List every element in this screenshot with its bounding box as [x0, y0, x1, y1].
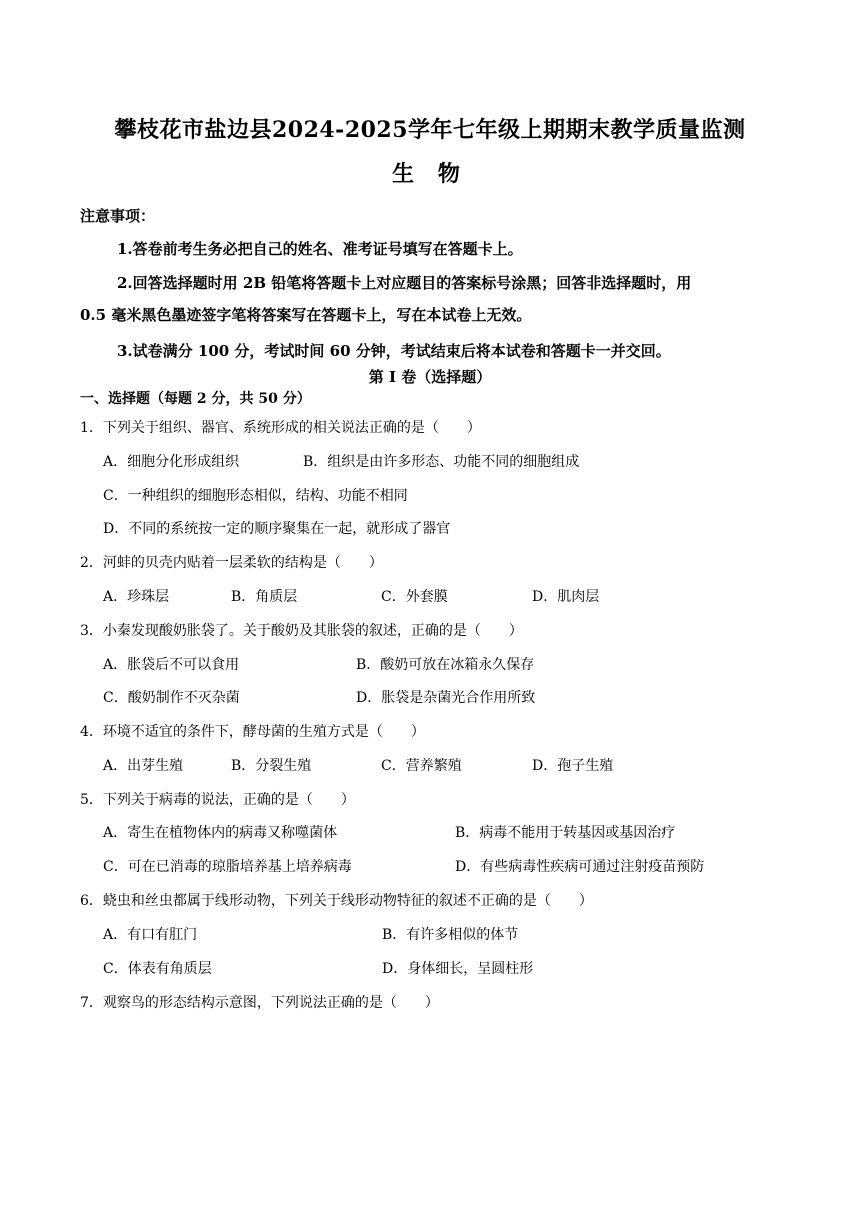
notice-item-2-line-2: 0.5 毫米黑色墨迹签字笔将答案写在答题卡上，写在本试卷上无效。 — [80, 306, 532, 324]
subject-title: 生 物 — [392, 161, 468, 187]
question-1-option-d: D．不同的系统按一定的顺序聚集在一起，就形成了器官 — [103, 521, 451, 537]
question-6-stem: 6．蛲虫和丝虫都属于线形动物，下列关于线形动物特征的叙述不正确的是（ ） — [80, 893, 593, 909]
question-6-option-d: D．身体细长，呈圆柱形 — [382, 961, 534, 977]
question-1-option-b: B．组织是由许多形态、功能不同的细胞组成 — [303, 454, 580, 470]
notice-heading: 注意事项： — [80, 207, 156, 225]
question-6-option-c: C．体表有角质层 — [103, 961, 212, 977]
question-2-option-d: D．肌肉层 — [532, 589, 600, 605]
part-one-heading: 第 I 卷（选择题） — [368, 368, 492, 386]
question-2-option-a: A．珍珠层 — [103, 589, 170, 605]
notice-item-2-line-1: 2.回答选择题时用 2B 铅笔将答题卡上对应题目的答案标号涂黑；回答非选择题时，用 — [117, 274, 692, 292]
question-4-option-b: B．分裂生殖 — [231, 758, 312, 774]
exam-title: 攀枝花市盐边县2024-2025学年七年级上期期末教学质量监测 — [114, 117, 746, 143]
question-3-option-b: B．酸奶可放在冰箱永久保存 — [356, 657, 535, 673]
question-5-stem: 5．下列关于病毒的说法，正确的是（ ） — [80, 792, 355, 808]
question-3-option-c: C．酸奶制作不灭杂菌 — [103, 690, 240, 706]
question-4-option-c: C．营养繁殖 — [381, 758, 462, 774]
notice-item-3: 3.试卷满分 100 分，考试时间 60 分钟，考试结束后将本试卷和答题卡一并交回。 — [117, 342, 671, 360]
question-5-option-b: B．病毒不能用于转基因或基因治疗 — [455, 825, 676, 841]
question-4-option-d: D．孢子生殖 — [532, 758, 614, 774]
question-2-option-c: C．外套膜 — [381, 589, 448, 605]
question-2-option-b: B．角质层 — [231, 589, 298, 605]
question-7-stem: 7．观察鸟的形态结构示意图，下列说法正确的是（ ） — [80, 995, 439, 1011]
question-5-option-d: D．有些病毒性疾病可通过注射疫苗预防 — [455, 859, 705, 875]
question-1-option-c: C．一种组织的细胞形态相似，结构、功能不相同 — [103, 488, 408, 504]
question-4-option-a: A．出芽生殖 — [103, 758, 184, 774]
question-1-stem: 1．下列关于组织、器官、系统形成的相关说法正确的是（ ） — [80, 420, 481, 436]
question-3-stem: 3．小秦发现酸奶胀袋了。关于酸奶及其胀袋的叙述，正确的是（ ） — [80, 623, 523, 639]
notice-item-1: 1.答卷前考生务必把自己的姓名、准考证号填写在答题卡上。 — [117, 240, 523, 258]
question-3-option-a: A．胀袋后不可以食用 — [103, 657, 240, 673]
question-2-stem: 2．河蚌的贝壳内贴着一层柔软的结构是（ ） — [80, 555, 383, 571]
question-5-option-a: A．寄生在植物体内的病毒又称噬菌体 — [103, 825, 338, 841]
question-1-option-a: A．细胞分化形成组织 — [103, 454, 240, 470]
question-6-option-b: B．有许多相似的体节 — [382, 927, 519, 943]
question-4-stem: 4．环境不适宜的条件下，酵母菌的生殖方式是（ ） — [80, 724, 425, 740]
question-6-option-a: A．有口有肛门 — [103, 927, 198, 943]
question-3-option-d: D．胀袋是杂菌光合作用所致 — [356, 690, 536, 706]
question-5-option-c: C．可在已消毒的琼脂培养基上培养病毒 — [103, 859, 352, 875]
section-heading: 一、选择题（每题 2 分，共 50 分） — [80, 391, 311, 407]
